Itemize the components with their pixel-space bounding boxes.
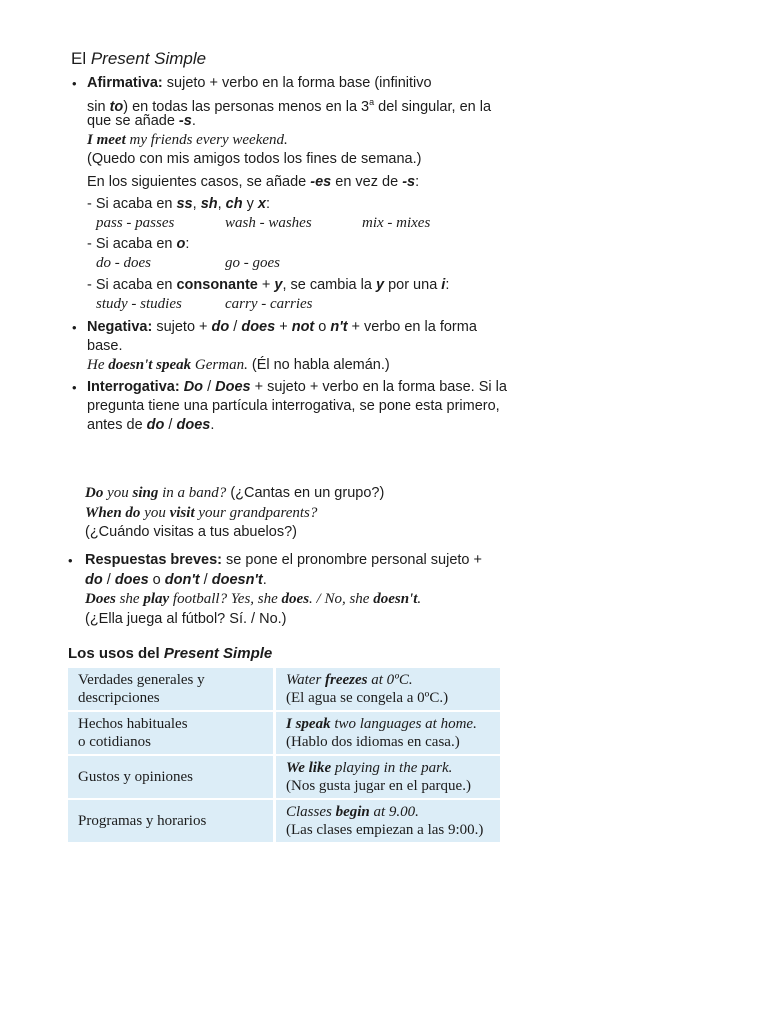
caso1-rule: - Si acaba en ss, sh, ch y x: — [87, 196, 271, 212]
usos-table — [68, 666, 500, 844]
caso1-example-3: mix - mixes — [362, 215, 431, 231]
interrogativa-line3: antes de do / does. — [87, 417, 215, 433]
respuestas-example: Does she play football? Yes, she does. / No, she doesn't. — [85, 591, 422, 607]
afirmativa-line2: sin to) en todas las personas menos en la 3$^a$ del singular, en la — [87, 97, 492, 115]
usos-category: Verdades generales y descripciones — [68, 668, 276, 710]
negativa-line1: Negativa: sujeto + do / does + not o n't + verbo en la forma — [87, 319, 477, 335]
table-row — [68, 668, 500, 710]
bullet-icon: • — [72, 320, 77, 335]
usos-category: Programas y horarios — [68, 800, 276, 842]
caso3-rule: - Si acaba en consonante + y, se cambia la y por una i: — [87, 277, 450, 293]
afirmativa-line1: Afirmativa: sujeto + verbo en la forma base (infinitivo — [87, 75, 432, 91]
negativa-line2: base. — [87, 338, 123, 354]
interrogativa-example-1: Do you sing in a band? (¿Cantas en un grupo?) — [85, 485, 385, 501]
caso3-example-2: carry - carries — [225, 296, 313, 312]
usos-title: Los usos del Present Simple — [68, 645, 273, 662]
interrogativa-example-2: When do you visit your grandparents? — [85, 505, 318, 521]
caso1-example-2: wash - washes — [225, 215, 312, 231]
afirmativa-line3: que se añade -s. — [87, 113, 196, 129]
usos-example: I speak two languages at home. (Hablo dos idiomas en casa.) — [276, 712, 500, 754]
table-row — [68, 800, 500, 842]
usos-category: Hechos habituales o cotidianos — [68, 712, 276, 754]
table-row — [68, 712, 500, 754]
interrogativa-line1: Interrogativa: Do / Does + sujeto + verbo en la forma base. Si la — [87, 379, 507, 395]
interrogativa-line2: pregunta tiene una partícula interrogativa, se pone esta primero, — [87, 398, 500, 414]
usos-example: We like playing in the park. (Nos gusta jugar en el parque.) — [276, 756, 500, 798]
bullet-icon: • — [68, 553, 73, 568]
casos-intro: En los siguientes casos, se añade -es en vez de -s: — [87, 174, 420, 190]
usos-example: Classes begin at 9.00. (Las clases empiezan a las 9:00.) — [276, 800, 500, 842]
usos-category: Gustos y opiniones — [68, 756, 276, 798]
caso2-example-2: go - goes — [225, 255, 280, 271]
caso2-rule: - Si acaba en o: — [87, 236, 190, 252]
interrogativa-example-2-translation: (¿Cuándo visitas a tus abuelos?) — [85, 524, 297, 540]
bullet-icon: • — [72, 76, 77, 91]
respuestas-line1: Respuestas breves: se pone el pronombre personal sujeto + — [85, 552, 482, 568]
afirmativa-example-translation: (Quedo con mis amigos todos los fines de semana.) — [87, 151, 422, 167]
table-row — [68, 756, 500, 798]
respuestas-example-translation: (¿Ella juega al fútbol? Sí. / No.) — [85, 611, 287, 627]
caso2-example-1: do - does — [96, 255, 151, 271]
page-title: El Present Simple — [71, 49, 207, 68]
negativa-example: He doesn't speak German. (Él no habla alemán.) — [87, 357, 390, 373]
caso3-example-1: study - studies — [96, 296, 182, 312]
respuestas-line2: do / does o don't / doesn't. — [85, 572, 267, 588]
usos-example: Water freezes at 0ºC. (El agua se congela a 0ºC.) — [276, 668, 500, 710]
afirmativa-example: I meet my friends every weekend. — [87, 132, 288, 148]
bullet-icon: • — [72, 380, 77, 395]
caso1-example-1: pass - passes — [96, 215, 175, 231]
